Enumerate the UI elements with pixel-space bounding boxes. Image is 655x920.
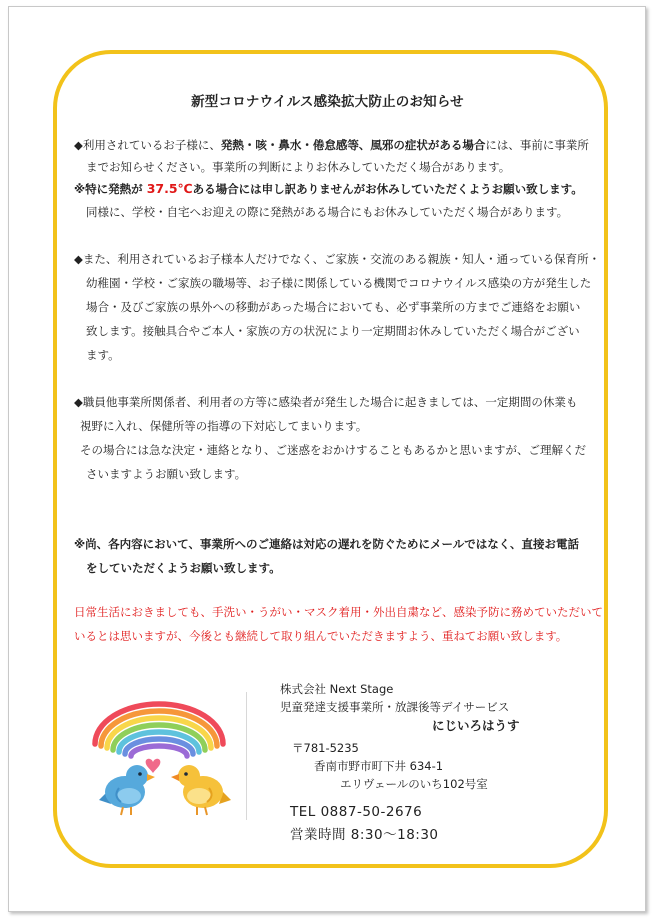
closing-message-line-1: 日常生活におきましても、手洗い・うがい・マスク着用・外出自粛など、感染予防に務めていただいて [74, 605, 603, 619]
heart-icon [146, 759, 161, 773]
notice-section-2-line-1: ◆また、利用されているお子様本人だけでなく、ご家族・交流のある親族・知人・通っている保育所・ [74, 252, 601, 266]
notice-section-3-line-4: さいますようお願い致します。 [86, 467, 247, 481]
closing-message-line-2: いるとは思いますが、今後とも継続して取り組んでいただきますよう、重ねてお願い致します。 [74, 629, 568, 643]
notice-section-3-line-2: 視野に入れ、保健所等の指導の下対応してまいります。 [80, 419, 368, 433]
notice-section-3-line-3: その場合には急な決定・連絡となり、ご迷惑をおかけすることもあるかと思いますが、ご理解くだ [80, 443, 586, 457]
address-line-2: エリヴェールのいち102号室 [340, 777, 488, 791]
notice-section-4-line-1: ※尚、各内容において、事業所へのご連絡は対応の遅れを防ぐためにメールではなく、直接お電話 [74, 537, 579, 551]
facility-name: にじいろはうす [432, 718, 520, 733]
notice-section-1-line-2: までお知らせください。事業所の判断によりお休みしていただく場合があります。 [86, 160, 511, 174]
address-line-1: 香南市野市町下井 634-1 [314, 759, 444, 773]
notice-section-2-line-4: 致します。接触具合やご本人・家族の方の状況により一定期間お休みしていただく場合がござい [86, 324, 580, 338]
fever-temperature: 37.5℃ [146, 181, 193, 196]
notice-section-3-line-1: ◆職員他事業所関係者、利用者の方等に感染者が発生した場合に起きましては、一定期間の休業も [74, 395, 578, 409]
signature-divider [246, 692, 247, 820]
notice-section-2-line-2: 幼稚園・学校・ご家族の職場等、お子様に関係している機関でコロナウイルス感染の方が発生した [86, 276, 592, 290]
yellow-bird-icon [171, 765, 231, 815]
business-hours: 営業時間 8:30～18:30 [290, 827, 439, 843]
rainbow-icon [95, 704, 223, 756]
notice-section-1-line-4: 同様に、学校・自宅へお迎えの際に発熱がある場合にもお休みしていただく場合があります。 [86, 205, 569, 219]
blue-bird-icon [99, 765, 155, 815]
notice-section-1-line-1: ◆利用されているお子様に、発熱・咳・鼻水・倦怠感等、風邪の症状がある場合には、事前に事業所 [74, 138, 589, 152]
postal-code: 〒781-5235 [292, 741, 359, 755]
service-type: 児童発達支援事業所・放課後等デイサービス [280, 700, 510, 714]
notice-section-2-line-5: ます。 [86, 348, 120, 362]
notice-section-1-fever-line: ※特に発熱が 37.5℃ある場合には申し訳ありませんがお休みしていただくようお願い致します。 [74, 181, 583, 196]
rainbow-birds-illustration [85, 692, 245, 826]
phone-number: TEL 0887-50-2676 [290, 804, 423, 820]
company-name: 株式会社 Next Stage [280, 682, 394, 696]
notice-section-4-line-2: をしていただくようお願い致します。 [86, 561, 281, 575]
notice-section-2-line-3: 場合・及びご家族の県外への移動があった場合においても、必ず事業所の方までご連絡をお願い [86, 300, 581, 314]
page-title: 新型コロナウイルス感染拡大防止のお知らせ [191, 94, 464, 110]
